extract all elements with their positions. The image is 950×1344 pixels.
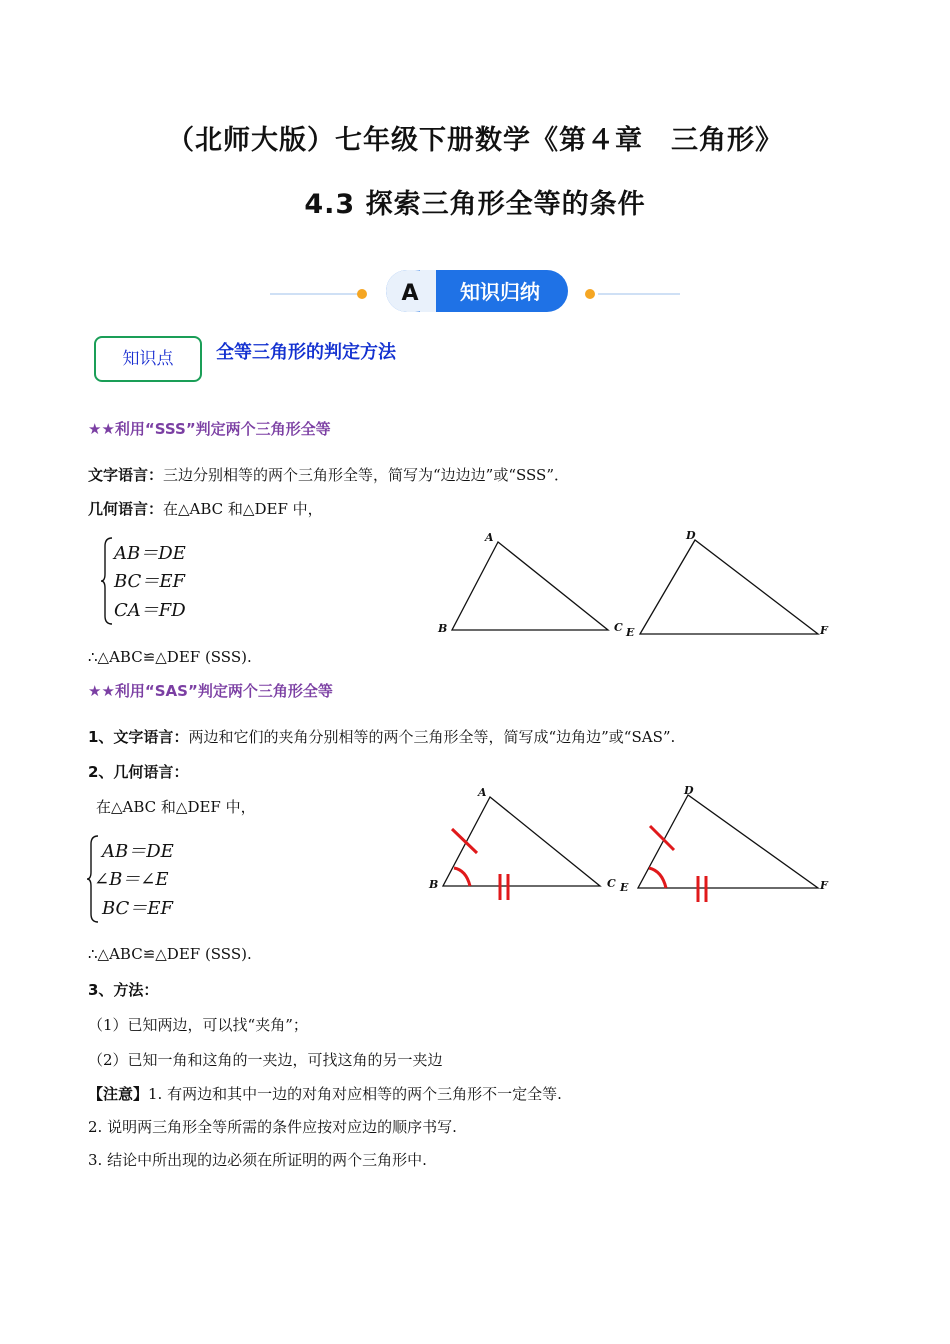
- label-f: F: [820, 879, 828, 892]
- label-a: A: [478, 786, 487, 799]
- section-banner: [270, 268, 680, 316]
- sss-geo-label: 几何语言：: [88, 500, 164, 518]
- note-1: [88, 1084, 562, 1104]
- label-c: C: [607, 877, 616, 890]
- sas-item-3-label: 3、方法：: [88, 981, 159, 999]
- tick-de: [650, 826, 674, 850]
- label-e: E: [626, 626, 635, 639]
- section-title: 4.3 探索三角形全等的条件: [304, 189, 646, 220]
- page-title: （北师大版）七年级下册数学《第４章 三角形》: [167, 125, 783, 156]
- label-a: A: [485, 531, 494, 544]
- sas-item-1-body: 两边和它们的夹角分别相等的两个三角形全等，简写成“边角边”或“SAS”.: [188, 728, 676, 746]
- sss-figure: [430, 525, 840, 645]
- sss-text-body: 三边分别相等的两个三角形全等，简写为“边边边”或“SSS”．: [163, 466, 569, 484]
- note-label: 【注意】: [88, 1085, 149, 1103]
- sss-text-language: [88, 465, 569, 485]
- sas-equation-2: ∠B＝∠E: [94, 869, 169, 890]
- sas-heading: ★★利用“SAS”判定两个三角形全等: [88, 682, 333, 700]
- sas-item-2-label: 2、几何语言：: [88, 763, 189, 781]
- sas-item-1: [88, 727, 675, 747]
- banner-letter: A: [401, 281, 419, 306]
- sss-equation-1: AB＝DE: [114, 543, 186, 564]
- sas-conclusion: ∴△ABC≌△DEF (SSS).: [88, 945, 252, 963]
- banner-label: 知识归纳: [460, 280, 540, 304]
- banner-dot-right: [585, 289, 595, 299]
- label-d: D: [684, 784, 694, 797]
- knowledge-point-box: 知识点: [94, 336, 202, 382]
- note-3: 3. 结论中所出现的边必须在所证明的两个三角形中.: [88, 1151, 427, 1169]
- sas-geo-body: 在△ABC 和△DEF 中，: [96, 798, 256, 816]
- sas-figure: [420, 780, 840, 910]
- sss-geo-language: [88, 499, 323, 519]
- note-1-text: 1. 有两边和其中一边的对角对应相等的两个三角形不一定全等.: [148, 1085, 562, 1103]
- label-d: D: [686, 529, 696, 542]
- sas-item-1-label: 1、文字语言：: [88, 728, 189, 746]
- sss-geo-body: 在△ABC 和△DEF 中，: [163, 500, 323, 518]
- sss-conclusion: ∴△ABC≌△DEF (SSS).: [88, 648, 252, 666]
- label-b: B: [438, 622, 448, 635]
- sas-equation-1: AB＝DE: [102, 841, 174, 862]
- angle-b-arc: [454, 868, 470, 886]
- method-1: （1）已知两边，可以找“夹角”；: [88, 1016, 308, 1034]
- label-b: B: [429, 878, 439, 891]
- triangle-abc: [452, 542, 608, 630]
- label-e: E: [620, 881, 629, 894]
- tick-ab: [452, 829, 477, 853]
- angle-e-arc: [649, 868, 666, 888]
- sss-equation-3: CA＝FD: [114, 600, 186, 621]
- sss-equation-2: BC＝EF: [114, 571, 185, 592]
- label-f: F: [820, 624, 828, 637]
- sss-brace: [100, 536, 114, 626]
- banner-dot-left: [357, 289, 367, 299]
- sss-text-label: 文字语言：: [88, 466, 164, 484]
- note-2: 2. 说明两三角形全等所需的条件应按对应边的顺序书写.: [88, 1118, 457, 1136]
- knowledge-point-title: 全等三角形的判定方法: [216, 342, 396, 363]
- label-c: C: [614, 621, 623, 634]
- method-2: （2）已知一角和这角的一夹边，可找这角的另一夹边: [88, 1051, 443, 1069]
- sss-heading: ★★利用“SSS”判定两个三角形全等: [88, 420, 331, 438]
- triangle-def: [640, 540, 818, 634]
- sas-equation-3: BC＝EF: [102, 898, 173, 919]
